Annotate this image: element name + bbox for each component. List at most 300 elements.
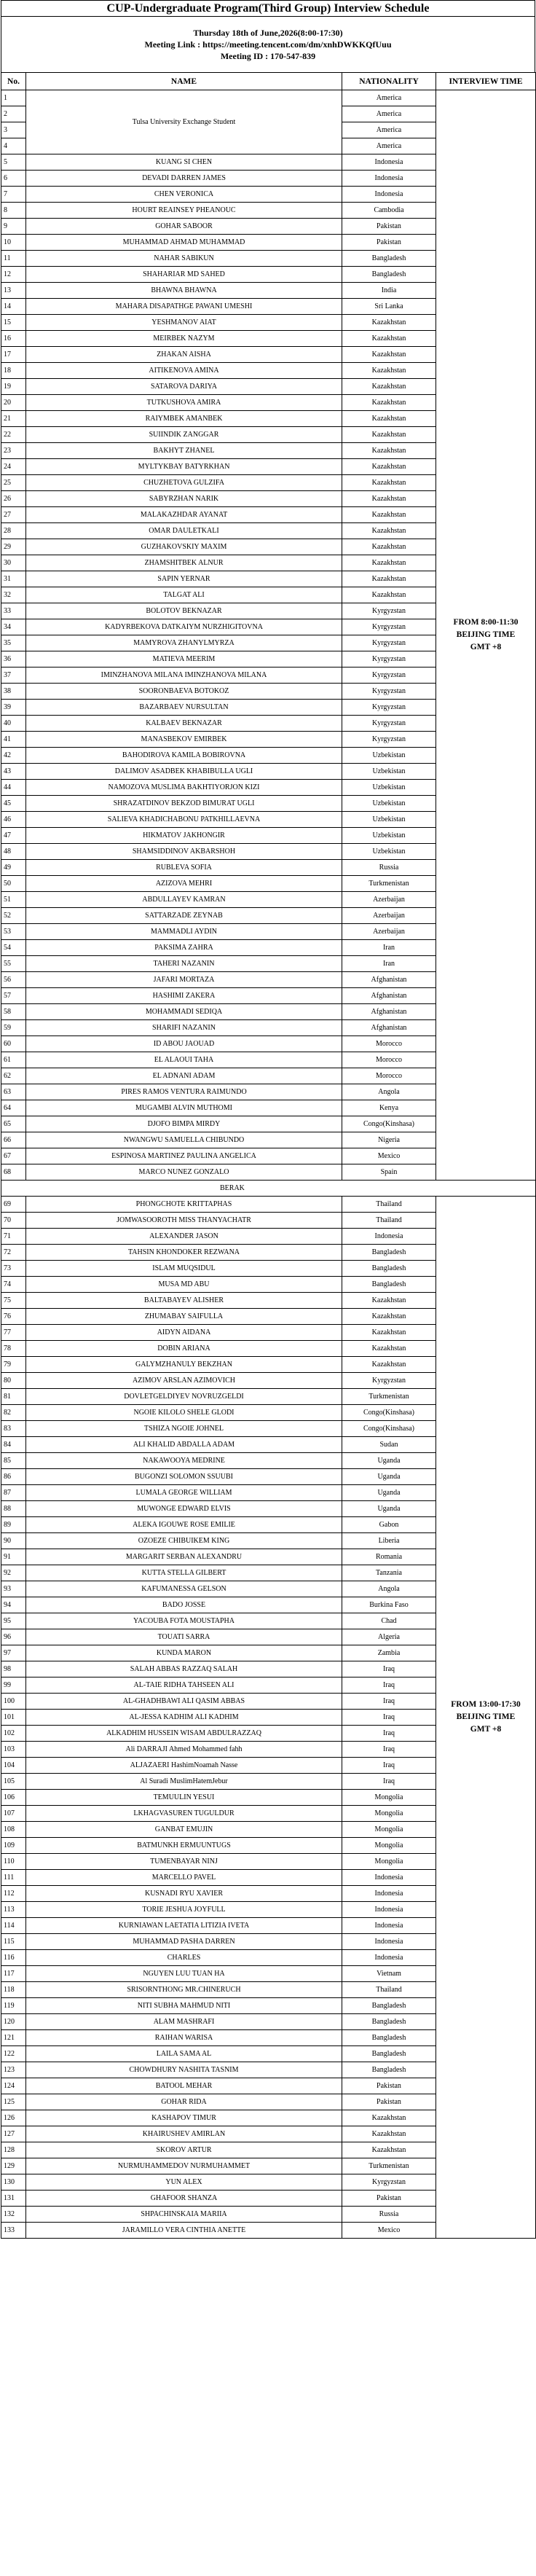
row-number: 67 [1, 1148, 26, 1164]
student-name: Ali DARRAJI Ahmed Mohammed fahh [26, 1742, 342, 1758]
nationality: Congo(Kinshasa) [342, 1421, 436, 1437]
student-name: MAMMADLI AYDIN [26, 924, 342, 940]
row-number: 37 [1, 668, 26, 684]
row-number: 36 [1, 651, 26, 668]
student-name: DOBIN ARIANA [26, 1341, 342, 1357]
nationality: Bangladesh [342, 2014, 436, 2030]
student-name: LKHAGVASUREN TUGULDUR [26, 1806, 342, 1822]
nationality: Turkmenistan [342, 1389, 436, 1405]
break-row [1, 1181, 536, 1197]
student-name: YACOUBA FOTA MOUSTAPHA [26, 1613, 342, 1629]
row-number: 82 [1, 1405, 26, 1421]
nationality: Pakistan [342, 235, 436, 251]
nationality: Congo(Kinshasa) [342, 1405, 436, 1421]
row-number: 42 [1, 748, 26, 764]
row-number: 1 [1, 90, 26, 106]
student-name: BATMUNKH ERMUUNTUGS [26, 1838, 342, 1854]
row-number: 90 [1, 1533, 26, 1549]
student-name: OMAR DAULETKALI [26, 523, 342, 539]
nationality: Indonesia [342, 1950, 436, 1966]
row-number: 80 [1, 1373, 26, 1389]
student-name: PIRES RAMOS VENTURA RAIMUNDO [26, 1084, 342, 1100]
student-name: SAPIN YERNAR [26, 571, 342, 587]
header-name: NAME [26, 73, 342, 90]
row-number: 49 [1, 860, 26, 876]
student-name: EL ALAOUI TAHA [26, 1052, 342, 1068]
nationality: Uzbekistan [342, 748, 436, 764]
row-number: 120 [1, 2014, 26, 2030]
nationality: Indonesia [342, 154, 436, 171]
row-number: 55 [1, 956, 26, 972]
nationality: Chad [342, 1613, 436, 1629]
nationality: Uzbekistan [342, 828, 436, 844]
student-name: NWANGWU SAMUELLA CHIBUNDO [26, 1132, 342, 1148]
nationality: Kazakhstan [342, 395, 436, 411]
student-name: TALGAT ALI [26, 587, 342, 603]
nationality: Kyrgyzstan [342, 716, 436, 732]
row-number: 57 [1, 988, 26, 1004]
row-number: 24 [1, 459, 26, 475]
nationality: Indonesia [342, 1918, 436, 1934]
interview-time-slot [436, 90, 536, 1181]
row-number: 74 [1, 1277, 26, 1293]
student-name: MUHAMMAD PASHA DARREN [26, 1934, 342, 1950]
nationality: Indonesia [342, 1870, 436, 1886]
row-number: 89 [1, 1517, 26, 1533]
nationality: Spain [342, 1164, 436, 1181]
nationality: Iraq [342, 1710, 436, 1726]
row-number: 52 [1, 908, 26, 924]
nationality: Nigeria [342, 1132, 436, 1148]
student-name: TUMENBAYAR NINJ [26, 1854, 342, 1870]
nationality: Cambodia [342, 203, 436, 219]
student-name: ALEXANDER JASON [26, 1229, 342, 1245]
nationality: Morocco [342, 1052, 436, 1068]
student-name: AL-GHADHBAWI ALI QASIM ABBAS [26, 1694, 342, 1710]
student-name: KADYRBEKOVA DATKAIYM NURZHIGITOVNA [26, 619, 342, 635]
student-name: MYLTYKBAY BATYRKHAN [26, 459, 342, 475]
row-number: 33 [1, 603, 26, 619]
row-number: 106 [1, 1790, 26, 1806]
nationality: Iraq [342, 1694, 436, 1710]
row-number: 51 [1, 892, 26, 908]
row-number: 105 [1, 1774, 26, 1790]
student-name: SHARIFI NAZANIN [26, 1020, 342, 1036]
nationality: Mongolia [342, 1822, 436, 1838]
nationality: Pakistan [342, 219, 436, 235]
nationality: Uganda [342, 1453, 436, 1469]
row-number: 95 [1, 1613, 26, 1629]
row-number: 45 [1, 796, 26, 812]
student-name: DJOFO BIMPA MIRDY [26, 1116, 342, 1132]
row-number: 41 [1, 732, 26, 748]
nationality: Iraq [342, 1742, 436, 1758]
nationality: Kyrgyzstan [342, 619, 436, 635]
meeting-id: Meeting ID : 170-547-839 [220, 51, 316, 61]
row-number: 128 [1, 2142, 26, 2158]
time-slot-line: BEIJING TIME [456, 630, 516, 639]
schedule-table [1, 72, 536, 2239]
row-number: 97 [1, 1645, 26, 1661]
row-number: 111 [1, 1870, 26, 1886]
student-name: MARCO NUNEZ GONZALO [26, 1164, 342, 1181]
nationality: Burkina Faso [342, 1597, 436, 1613]
row-number: 114 [1, 1918, 26, 1934]
row-number: 124 [1, 2078, 26, 2094]
nationality: Kazakhstan [342, 2110, 436, 2126]
student-name: KHAIRUSHEV AMIRLAN [26, 2126, 342, 2142]
row-number: 4 [1, 138, 26, 154]
row-number: 119 [1, 1998, 26, 2014]
row-number: 3 [1, 122, 26, 138]
row-number: 12 [1, 267, 26, 283]
student-name: BAZARBAEV NURSULTAN [26, 700, 342, 716]
row-number: 93 [1, 1581, 26, 1597]
nationality: Kazakhstan [342, 491, 436, 507]
nationality: Kazakhstan [342, 443, 436, 459]
nationality: Kazakhstan [342, 363, 436, 379]
meeting-link[interactable]: Meeting Link : https://meeting.tencent.com/dm/xnhDWKKQfUuu [144, 39, 392, 50]
nationality: Kazakhstan [342, 475, 436, 491]
row-number: 43 [1, 764, 26, 780]
nationality: Zambia [342, 1645, 436, 1661]
student-name: BADO JOSSE [26, 1597, 342, 1613]
table-row [1, 90, 536, 106]
nationality: Kazakhstan [342, 315, 436, 331]
nationality: Kazakhstan [342, 347, 436, 363]
header-interview-time: INTERVIEW TIME [436, 73, 536, 90]
row-number: 112 [1, 1886, 26, 1902]
student-name: SOORONBAEVA BOTOKOZ [26, 684, 342, 700]
student-name: BOLOTOV BEKNAZAR [26, 603, 342, 619]
student-name: OZOEZE CHIBUIKEM KING [26, 1533, 342, 1549]
nationality: Kazakhstan [342, 539, 436, 555]
nationality: Indonesia [342, 1902, 436, 1918]
nationality: Mongolia [342, 1854, 436, 1870]
student-name: HOURT REAINSEY PHEANOUC [26, 203, 342, 219]
row-number: 35 [1, 635, 26, 651]
row-number: 99 [1, 1677, 26, 1694]
nationality: Kazakhstan [342, 1325, 436, 1341]
nationality: Uzbekistan [342, 844, 436, 860]
header-no: No. [1, 73, 26, 90]
student-name: SALIEVA KHADICHABONU PATKHILLAEVNA [26, 812, 342, 828]
row-number: 54 [1, 940, 26, 956]
student-name: GANBAT EMUJIN [26, 1822, 342, 1838]
student-name: AL-JESSA KADHIM ALI KADHIM [26, 1710, 342, 1726]
row-number: 13 [1, 283, 26, 299]
nationality: Kazakhstan [342, 411, 436, 427]
row-number: 96 [1, 1629, 26, 1645]
row-number: 38 [1, 684, 26, 700]
time-slot-line: BEIJING TIME [456, 1712, 516, 1721]
nationality: Romania [342, 1549, 436, 1565]
row-number: 63 [1, 1084, 26, 1100]
nationality: Tanzania [342, 1565, 436, 1581]
row-number: 71 [1, 1229, 26, 1245]
row-number: 23 [1, 443, 26, 459]
nationality: Iraq [342, 1758, 436, 1774]
row-number: 131 [1, 2191, 26, 2207]
student-name: KURNIAWAN LAETATIA LITIZIA IVETA [26, 1918, 342, 1934]
student-name: MUHAMMAD AHMAD MUHAMMAD [26, 235, 342, 251]
nationality: Kazakhstan [342, 459, 436, 475]
nationality: Kazakhstan [342, 1309, 436, 1325]
nationality: Uzbekistan [342, 796, 436, 812]
student-name: CHARLES [26, 1950, 342, 1966]
row-number: 28 [1, 523, 26, 539]
student-name: SHAHARIAR MD SAHED [26, 267, 342, 283]
student-name: NAMOZOVA MUSLIMA BAKHTIYORJON KIZI [26, 780, 342, 796]
nationality: Iraq [342, 1677, 436, 1694]
nationality: America [342, 122, 436, 138]
nationality: Bangladesh [342, 2062, 436, 2078]
student-name: TORIE JESHUA JOYFULL [26, 1902, 342, 1918]
nationality: Indonesia [342, 1886, 436, 1902]
nationality: Kyrgyzstan [342, 635, 436, 651]
student-name: YESHMANOV AIAT [26, 315, 342, 331]
row-number: 27 [1, 507, 26, 523]
row-number: 61 [1, 1052, 26, 1068]
student-name: HIKMATOV JAKHONGIR [26, 828, 342, 844]
student-name: ZHUMABAY SAIFULLA [26, 1309, 342, 1325]
nationality: Sri Lanka [342, 299, 436, 315]
student-name: BUGONZI SOLOMON SSUUBI [26, 1469, 342, 1485]
nationality: Kyrgyzstan [342, 732, 436, 748]
nationality: Angola [342, 1084, 436, 1100]
interview-time-slot [436, 1197, 536, 2239]
row-number: 66 [1, 1132, 26, 1148]
student-name: AIDYN AIDANA [26, 1325, 342, 1341]
document-title: CUP-Undergraduate Program(Third Group) Interview Schedule [1, 0, 535, 16]
row-number: 68 [1, 1164, 26, 1181]
student-name: SKOROV ARTUR [26, 2142, 342, 2158]
student-name: GHAFOOR SHANZA [26, 2191, 342, 2207]
nationality: Indonesia [342, 1934, 436, 1950]
student-name: MATIEVA MEERIM [26, 651, 342, 668]
nationality: Uganda [342, 1501, 436, 1517]
row-number: 18 [1, 363, 26, 379]
nationality: Gabon [342, 1517, 436, 1533]
student-name: CHEN VERONICA [26, 187, 342, 203]
row-number: 50 [1, 876, 26, 892]
row-number: 60 [1, 1036, 26, 1052]
row-number: 77 [1, 1325, 26, 1341]
student-name: KAFUMANESSA GELSON [26, 1581, 342, 1597]
student-name: CHUZHETOVA GULZIFA [26, 475, 342, 491]
student-name: Al Suradi MuslimHatemJebur [26, 1774, 342, 1790]
nationality: Turkmenistan [342, 2158, 436, 2174]
nationality: Kazakhstan [342, 1341, 436, 1357]
nationality: Morocco [342, 1068, 436, 1084]
nationality: Kazakhstan [342, 507, 436, 523]
nationality: Mongolia [342, 1790, 436, 1806]
row-number: 32 [1, 587, 26, 603]
time-slot-line: GMT +8 [470, 1725, 502, 1734]
student-name: JOMWASOOROTH MISS THANYACHATR [26, 1213, 342, 1229]
row-number: 88 [1, 1501, 26, 1517]
student-name: SATTARZADE ZEYNAB [26, 908, 342, 924]
row-number: 72 [1, 1245, 26, 1261]
row-number: 79 [1, 1357, 26, 1373]
row-number: 6 [1, 171, 26, 187]
nationality: Bangladesh [342, 251, 436, 267]
row-number: 48 [1, 844, 26, 860]
nationality: America [342, 106, 436, 122]
nationality: Kyrgyzstan [342, 684, 436, 700]
student-name: HASHIMI ZAKERA [26, 988, 342, 1004]
student-name: BHAWNA BHAWNA [26, 283, 342, 299]
student-name: TAHSIN KHONDOKER REZWANA [26, 1245, 342, 1261]
nationality: Mexico [342, 1148, 436, 1164]
row-number: 31 [1, 571, 26, 587]
row-number: 5 [1, 154, 26, 171]
nationality: Kazakhstan [342, 523, 436, 539]
row-number: 104 [1, 1758, 26, 1774]
student-name: BALTABAYEV ALISHER [26, 1293, 342, 1309]
nationality: Turkmenistan [342, 876, 436, 892]
row-number: 101 [1, 1710, 26, 1726]
student-name: IMINZHANOVA MILANA IMINZHANOVA MILANA [26, 668, 342, 684]
nationality: Kenya [342, 1100, 436, 1116]
row-number: 40 [1, 716, 26, 732]
nationality: Mongolia [342, 1838, 436, 1854]
nationality: Iran [342, 956, 436, 972]
student-name: ALJAZAERI HashimNoamah Nasse [26, 1758, 342, 1774]
break-label: BERAK [1, 1181, 536, 1197]
student-name: SHPACHINSKAIA MARIIA [26, 2207, 342, 2223]
row-number: 47 [1, 828, 26, 844]
row-number: 117 [1, 1966, 26, 1982]
student-name: DOVLETGELDIYEV NOVRUZGELDI [26, 1389, 342, 1405]
row-number: 91 [1, 1549, 26, 1565]
nationality: Uzbekistan [342, 812, 436, 828]
nationality: Kazakhstan [342, 571, 436, 587]
row-number: 103 [1, 1742, 26, 1758]
row-number: 26 [1, 491, 26, 507]
student-name: SHAMSIDDINOV AKBARSHOH [26, 844, 342, 860]
time-slot-line: FROM 8:00-11:30 [453, 618, 519, 627]
nationality: Azerbaijan [342, 924, 436, 940]
nationality: Mongolia [342, 1806, 436, 1822]
student-name: GUZHAKOVSKIY MAXIM [26, 539, 342, 555]
row-number: 100 [1, 1694, 26, 1710]
nationality: Kyrgyzstan [342, 2174, 436, 2191]
nationality: Indonesia [342, 171, 436, 187]
meeting-info [1, 16, 535, 72]
student-name: BAHODIROVA KAMILA BOBIROVNA [26, 748, 342, 764]
student-name: MALAKAZHDAR AYANAT [26, 507, 342, 523]
student-name: NGOIE KILOLO SHELE GLODI [26, 1405, 342, 1421]
nationality: Uganda [342, 1469, 436, 1485]
row-number: 30 [1, 555, 26, 571]
nationality: Thailand [342, 1197, 436, 1213]
student-name: MANASBEKOV EMIRBEK [26, 732, 342, 748]
student-name: BAKHYT ZHANEL [26, 443, 342, 459]
nationality: Azerbaijan [342, 908, 436, 924]
nationality: Bangladesh [342, 2046, 436, 2062]
nationality: Mexico [342, 2223, 436, 2239]
row-number: 76 [1, 1309, 26, 1325]
student-name: NAKAWOOYA MEDRINE [26, 1453, 342, 1469]
nationality: Congo(Kinshasa) [342, 1116, 436, 1132]
nationality: Bangladesh [342, 1998, 436, 2014]
row-number: 34 [1, 619, 26, 635]
student-name: KUANG SI CHEN [26, 154, 342, 171]
row-number: 132 [1, 2207, 26, 2223]
row-number: 85 [1, 1453, 26, 1469]
student-name: DEVADI DARREN JAMES [26, 171, 342, 187]
row-number: 14 [1, 299, 26, 315]
row-number: 109 [1, 1838, 26, 1854]
nationality: Bangladesh [342, 1245, 436, 1261]
row-number: 64 [1, 1100, 26, 1116]
nationality: Iraq [342, 1774, 436, 1790]
row-number: 123 [1, 2062, 26, 2078]
student-name: ID ABOU JAOUAD [26, 1036, 342, 1052]
row-number: 25 [1, 475, 26, 491]
student-name: SABYRZHAN NARIK [26, 491, 342, 507]
nationality: Iran [342, 940, 436, 956]
header-row [1, 73, 536, 90]
student-name: SATAROVA DARIYA [26, 379, 342, 395]
student-name: NURMUHAMMEDOV NURMUHAMMET [26, 2158, 342, 2174]
nationality: Kazakhstan [342, 1293, 436, 1309]
nationality: Bangladesh [342, 1261, 436, 1277]
nationality: Iraq [342, 1726, 436, 1742]
row-number: 113 [1, 1902, 26, 1918]
nationality: Uzbekistan [342, 780, 436, 796]
student-name: RAIYMBEK AMANBEK [26, 411, 342, 427]
student-name: KALBAEV BEKNAZAR [26, 716, 342, 732]
table-body [1, 90, 536, 2239]
student-name: MUGAMBI ALVIN MUTHOMI [26, 1100, 342, 1116]
nationality: Indonesia [342, 1229, 436, 1245]
row-number: 46 [1, 812, 26, 828]
student-name: AZIMOV ARSLAN AZIMOVICH [26, 1373, 342, 1389]
row-number: 21 [1, 411, 26, 427]
row-number: 2 [1, 106, 26, 122]
row-number: 83 [1, 1421, 26, 1437]
student-name: TAHERI NAZANIN [26, 956, 342, 972]
row-number: 44 [1, 780, 26, 796]
student-name: JARAMILLO VERA CINTHIA ANETTE [26, 2223, 342, 2239]
nationality: Kyrgyzstan [342, 603, 436, 619]
nationality: Kazakhstan [342, 1357, 436, 1373]
row-number: 110 [1, 1854, 26, 1870]
nationality: Kyrgyzstan [342, 700, 436, 716]
row-number: 15 [1, 315, 26, 331]
row-number: 126 [1, 2110, 26, 2126]
student-name: KUNDA MARON [26, 1645, 342, 1661]
time-slot-line: FROM 13:00-17:30 [451, 1700, 521, 1709]
student-name: TEMUULIN YESUI [26, 1790, 342, 1806]
student-name: NGUYEN LUU TUAN HA [26, 1966, 342, 1982]
nationality: Morocco [342, 1036, 436, 1052]
student-name: ALEKA IGOUWE ROSE EMILIE [26, 1517, 342, 1533]
student-name: TOUATI SARRA [26, 1629, 342, 1645]
student-name: MEIRBEK NAZYM [26, 331, 342, 347]
student-name: TUTKUSHOVA AMIRA [26, 395, 342, 411]
time-slot-line: GMT +8 [470, 643, 502, 651]
student-name: ESPINOSA MARTINEZ PAULINA ANGELICA [26, 1148, 342, 1164]
row-number: 58 [1, 1004, 26, 1020]
nationality: Bangladesh [342, 1277, 436, 1293]
nationality: Liberia [342, 1533, 436, 1549]
student-name: PHONGCHOTE KRITTAPHAS [26, 1197, 342, 1213]
nationality: America [342, 90, 436, 106]
row-number: 130 [1, 2174, 26, 2191]
